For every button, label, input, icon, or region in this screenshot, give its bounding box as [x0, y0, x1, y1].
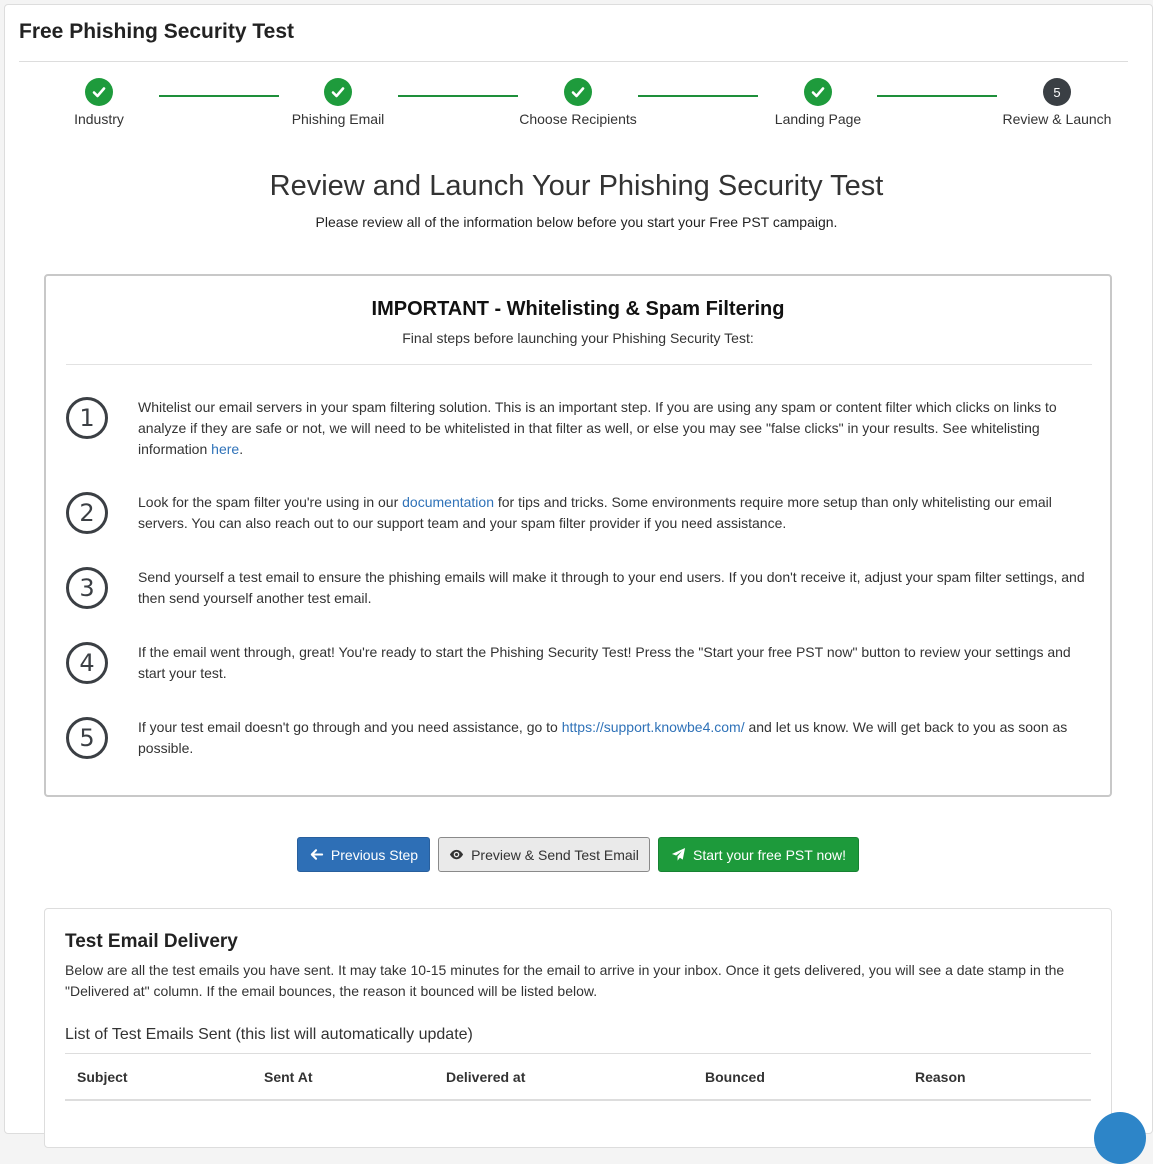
instruction-text: Send yourself a test email to ensure the phishing emails will make it through to your end users. If you don't receive it, adjust your spam filter settings, and then send yourself another test email.: [138, 569, 1085, 606]
arrow-left-icon: [309, 847, 324, 862]
eye-icon: [449, 847, 464, 862]
step-label: Review & Launch: [1002, 111, 1112, 127]
delivery-description: Below are all the test emails you have sent. It may take 10-15 minutes for the email to arrive in your inbox. Once it gets delivered, you will see a date stamp in the "Delivered at" column. If the email bounces, the reason it bounced will be listed below.: [65, 962, 1065, 999]
whitelisting-info-link[interactable]: here: [211, 441, 240, 457]
support-link[interactable]: https://support.knowbe4.com/: [561, 719, 745, 735]
documentation-link[interactable]: documentation: [402, 494, 494, 510]
paper-plane-icon: [671, 847, 686, 862]
step-label: Phishing Email: [291, 111, 385, 127]
column-header-subject[interactable]: Subject: [77, 1069, 128, 1085]
step-label: Choose Recipients: [519, 111, 637, 127]
table-header-border: [65, 1099, 1091, 1101]
important-divider: [66, 364, 1092, 365]
preview-send-test-email-button[interactable]: Preview & Send Test Email: [438, 837, 650, 872]
column-header-bounced[interactable]: Bounced: [705, 1069, 765, 1085]
check-icon: [564, 78, 592, 106]
step-phishing-email[interactable]: [268, 78, 408, 127]
step-choose-recipients[interactable]: [508, 78, 648, 127]
step-label: Landing Page: [774, 111, 862, 127]
number-circle-icon: 5: [66, 717, 108, 759]
number-circle-icon: 1: [66, 397, 108, 439]
previous-step-button[interactable]: Previous Step: [297, 837, 430, 872]
step-connector: [877, 95, 997, 97]
test-email-delivery-panel: [44, 908, 1112, 1148]
column-header-sent-at[interactable]: Sent At: [264, 1069, 313, 1085]
step-landing-page[interactable]: [748, 78, 888, 127]
important-whitelisting-box: [44, 274, 1112, 797]
instruction-text: If the email went through, great! You're ready to start the Phishing Security Test! Press the "Start your free PST now" button to review your settings and start your test.: [138, 644, 1071, 681]
table-header-row: [65, 1053, 1091, 1099]
number-circle-icon: 3: [66, 567, 108, 609]
instruction-text: Look for the spam filter you're using in our documentation for tips and tricks. Some environments require more setup than only whitelisting our email servers. You can also reach out to our support team and your spam filter provider if you need assistance.: [138, 494, 1052, 531]
step-number-badge: 5: [1043, 78, 1071, 106]
check-icon: [324, 78, 352, 106]
important-title: IMPORTANT - Whitelisting & Spam Filtering: [371, 298, 785, 320]
step-industry[interactable]: [29, 78, 169, 127]
number-circle-icon: 2: [66, 492, 108, 534]
test-emails-list-title: List of Test Emails Sent (this list will automatically update): [65, 1026, 473, 1043]
step-connector: [159, 95, 279, 97]
delivery-title: Test Email Delivery: [65, 931, 238, 952]
step-label: Industry: [74, 111, 124, 127]
important-subtitle: Final steps before launching your Phishing Security Test:: [402, 330, 754, 346]
column-header-reason[interactable]: Reason: [915, 1069, 966, 1085]
instruction-text: Whitelist our email servers in your spam filtering solution. This is an important step. If you are using any spam or content filter which clicks on links to analyze if they are safe or not, we will need to be whitelisted in that filter as well, or else you may see "false clicks" in your results. See whitelisting information here.: [138, 399, 1057, 457]
title-divider: [19, 61, 1128, 62]
instruction-text: If your test email doesn't go through and you need assistance, go to https://support.knowbe4.com/ and let us know. We will get back to you as soon as possible.: [138, 719, 1068, 756]
chat-widget-button[interactable]: [1094, 1112, 1146, 1164]
step-connector: [638, 95, 758, 97]
step-connector: [398, 95, 518, 97]
check-icon: [85, 78, 113, 106]
column-header-delivered-at[interactable]: Delivered at: [446, 1069, 526, 1085]
review-heading: Review and Launch Your Phishing Security Test: [269, 170, 884, 202]
start-free-pst-button[interactable]: Start your free PST now!: [658, 837, 859, 872]
review-subheading: Please review all of the information below before you start your Free PST campaign.: [315, 214, 838, 230]
page-title: Free Phishing Security Test: [19, 20, 295, 43]
check-icon: [804, 78, 832, 106]
number-circle-icon: 4: [66, 642, 108, 684]
step-review-launch[interactable]: [987, 78, 1127, 127]
